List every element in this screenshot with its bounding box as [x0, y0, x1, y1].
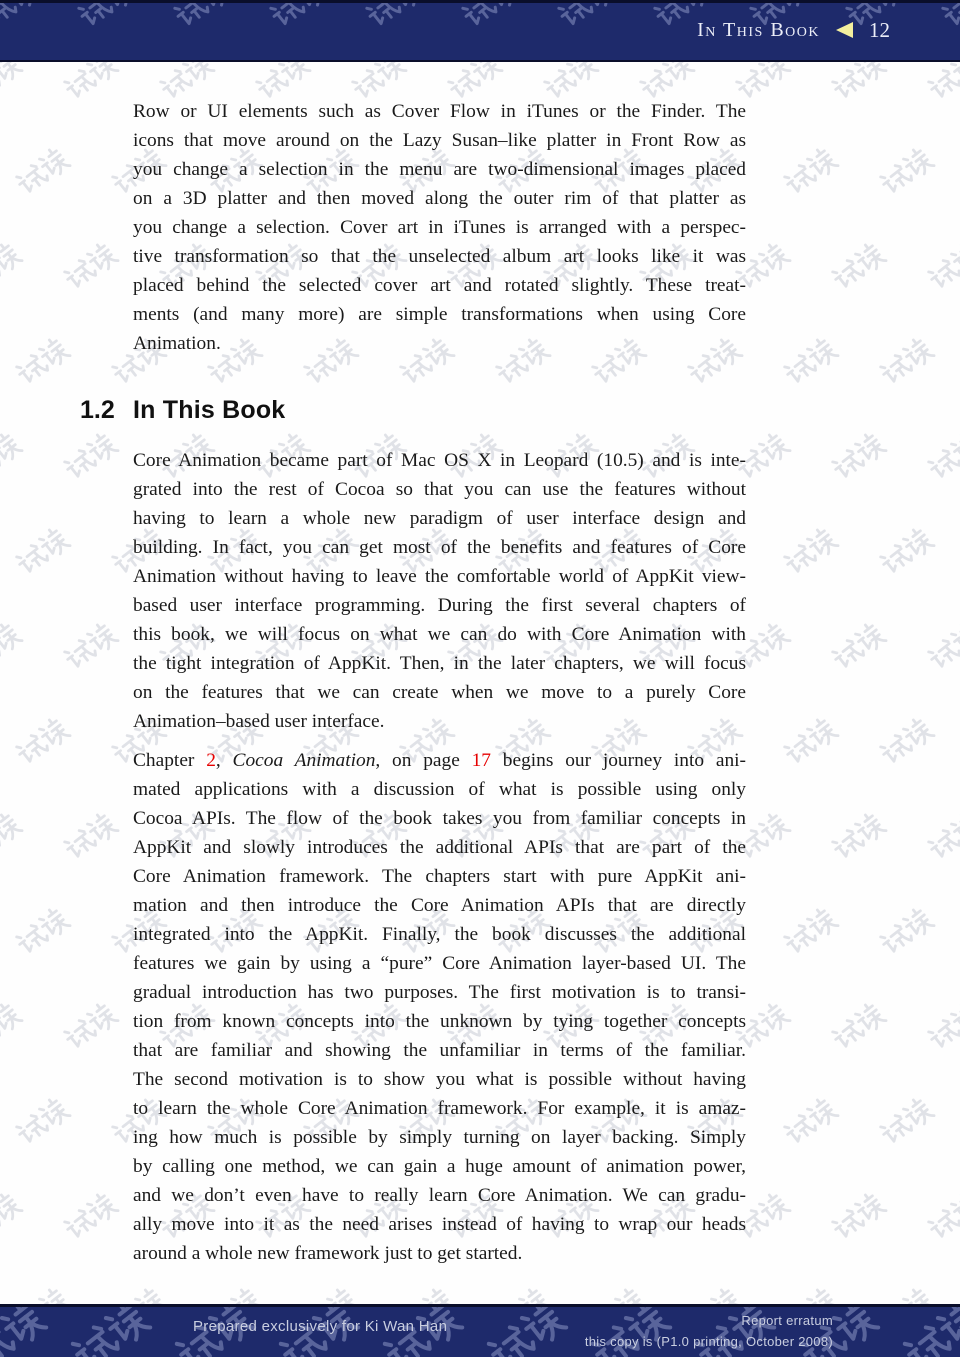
trial-watermark: [168, 3, 237, 36]
text-line: integrated into the AppKit. Finally, the book discusses the additional: [133, 924, 746, 945]
text-line: ing how much is possible by simply turning on layer backing. Simply: [133, 1127, 746, 1148]
text-line: Row or UI elements such as Cover Flow in iTunes or the Finder. The: [133, 101, 746, 122]
report-erratum-link[interactable]: Report erratum: [741, 1313, 833, 1328]
paragraph: [133, 746, 746, 1268]
trial-watermark: [0, 1307, 54, 1357]
text-line: based user interface programming. During the first several chapters of: [133, 595, 746, 616]
paragraph: [133, 446, 746, 736]
left-triangle-icon[interactable]: [836, 22, 853, 38]
page-number: 12: [869, 17, 890, 42]
text-line: that are familiar and showing the unfamiliar in terms of the familiar.: [133, 1040, 746, 1061]
text-line: Cocoa APIs. The flow of the book takes you from familiar concepts in: [133, 808, 746, 829]
text-line: icons that move around on the Lazy Susan–like platter in Front Row as: [133, 130, 746, 151]
text-line: around a whole new framework just to get started.: [133, 1243, 523, 1264]
text-line: mation and then introduce the Core Animation APIs that are directly: [133, 895, 746, 916]
trial-watermark: [552, 3, 621, 36]
text-line: Animation.: [133, 333, 221, 354]
text-line: the tight integration of AppKit. Then, in the later chapters, we will focus: [133, 653, 746, 674]
text-line: features we gain by using a “pure” Core Animation layer-based UI. The: [133, 953, 746, 974]
text-line: on a 3D platter and then moved along the outer rim of that platter as: [133, 188, 746, 209]
text-line: Core Animation framework. The chapters start with pure AppKit ani-: [133, 866, 746, 887]
section-number: 1.2: [80, 396, 115, 424]
trial-watermark: [896, 1307, 960, 1357]
running-head-title: In This Book: [697, 18, 820, 41]
text-line: tive transformation so that the unselected album art looks like it was: [133, 246, 746, 267]
text-line: tion from known concepts into the unknown by tying together concepts: [133, 1011, 746, 1032]
trial-watermark: [480, 1307, 574, 1357]
trial-watermark: [264, 3, 333, 36]
text-line: grated into the rest of Cocoa so that you can use the features without: [133, 479, 746, 500]
text-line: mated applications with a discussion of what is possible using only: [133, 779, 746, 800]
text-line: AppKit and slowly introduces the additional APIs that are part of the: [133, 837, 746, 858]
text-line: ally move into it as the need arises instead of having to wrap our heads: [133, 1214, 746, 1235]
text-line: on the features that we can create when we move to a purely Core: [133, 682, 746, 703]
text-line: having to learn a whole new paradigm of user interface design and: [133, 508, 746, 529]
text-line: ments (and many more) are simple transformations when using Core: [133, 304, 746, 325]
trial-watermark: [0, 3, 46, 36]
text-line: this book, we will focus on what we can do with Core Animation with: [133, 624, 746, 645]
text-line: Animation–based user interface.: [133, 711, 385, 732]
footer-copy-info: this copy is (P1.0 printing, October 2008): [584, 1334, 833, 1349]
text-line: you change a selection in the menu are two-dimensional images placed: [133, 159, 746, 180]
footer-right-block: [585, 1313, 833, 1349]
text-line: by calling one method, we can gain a huge amount of animation power,: [133, 1156, 746, 1177]
text-line: building. In fact, you can get most of the benefits and features of Core: [133, 537, 746, 558]
footer-license-text: Prepared exclusively for Ki Wan Han: [193, 1318, 448, 1335]
text-line: gradual introduction has two purposes. The first motivation is to transi-: [133, 982, 746, 1003]
text-line: Animation without having to leave the comfortable world of AppKit view-: [133, 566, 746, 587]
trial-watermark: [64, 1307, 158, 1357]
text-line: Chapter 2, Cocoa Animation, on page 17 begins our journey into ani-: [133, 750, 746, 771]
trial-watermark: [456, 3, 525, 36]
page-footer-bar: [0, 1304, 960, 1357]
trial-watermark: [72, 3, 141, 36]
text-line: placed behind the selected cover art and rotated slightly. These treat-: [133, 275, 746, 296]
text-line: and we don’t even have to really learn Core Animation. We can gradu-: [133, 1185, 746, 1206]
section-title: In This Book: [133, 396, 286, 424]
running-header: [697, 0, 890, 60]
trial-watermark: [360, 3, 429, 36]
trial-watermark: [936, 3, 960, 36]
text-line: The second motivation is to show you what is possible without having: [133, 1069, 746, 1090]
text-line: Core Animation became part of Mac OS X in Leopard (10.5) and is inte-: [133, 450, 746, 471]
text-line: you change a selection. Cover art in iTunes is arranged with a perspec-: [133, 217, 746, 238]
text-line: to learn the whole Core Animation framework. For example, it is amaz-: [133, 1098, 746, 1119]
paragraph: [133, 97, 746, 358]
